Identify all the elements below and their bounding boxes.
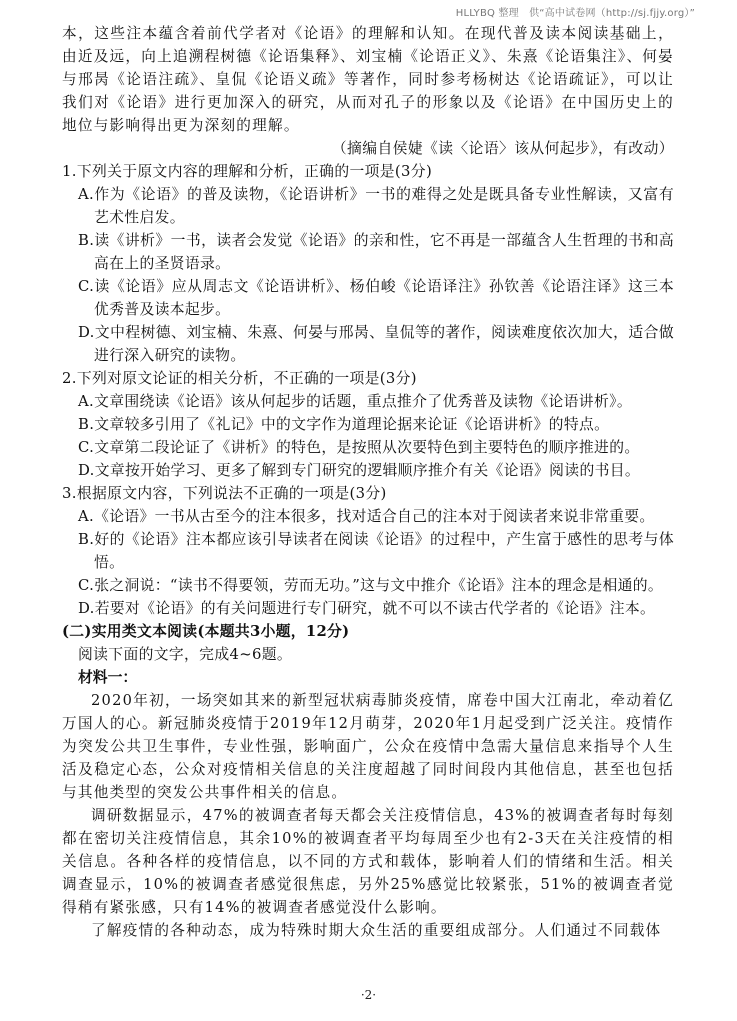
question-stem: 3.根据原文内容，下列说法不正确的一项是(3分) bbox=[62, 485, 387, 502]
option-c: C.张之洞说：“读书不得要领，劳而无功。”这与文中推介《论语》注本的理念是相通的。 bbox=[78, 577, 664, 594]
page-content bbox=[62, 22, 674, 942]
material-paragraph: 了解疫情的各种动态，成为特殊时期大众生活的重要组成部分。人们通过不同载体 bbox=[91, 922, 662, 939]
option-c: C.读《论语》应从周志文《论语讲析》、杨伯峻《论语译注》孙钦善《论语注译》这三本优秀普及读本起步。 bbox=[78, 278, 674, 318]
question-stem: 1.下列关于原文内容的理解和分析，正确的一项是(3分) bbox=[62, 163, 433, 180]
citation: （摘编自侯婕《读〈论语〉该从何起步》，有改动） bbox=[331, 140, 674, 157]
option-a: A.文章围绕读《论语》该从何起步的话题，重点推介了优秀普及读物《论语讲析》。 bbox=[78, 393, 632, 410]
question-stem: 2.下列对原文论证的相关分析，不正确的一项是(3分) bbox=[62, 370, 417, 387]
option-b: B.文章较多引用了《礼记》中的文字作为道理论据来论证《论语讲析》的特点。 bbox=[78, 416, 610, 433]
intro-paragraph: 本，这些注本蕴含着前代学者对《论语》的理解和认知。在现代普及读本阅读基础上，由近及远，向上追溯程树德《论语集释》、刘宝楠《论语正义》、朱熹《论语集注》、何晏与邢昺《论语注疏》、皇侃《论语义疏》等著作，同时参考杨树达《论语疏证》，可以让我们对《论语》进行更加深入的研究，从而对孔子的形象以及《论语》在中国历史上的地位与影响得出更为深刻的理解。 bbox=[62, 25, 674, 134]
section-title: (二)实用类文本阅读(本题共3小题，12分) bbox=[62, 623, 350, 640]
question-1 bbox=[62, 160, 674, 367]
option-b: B.好的《论语》注本都应该引导读者在阅读《论语》的过程中，产生富于感性的思考与体悟。 bbox=[78, 531, 674, 571]
option-c: C.文章第二段论证了《讲析》的特色，是按照从次要特色到主要特色的顺序推进的。 bbox=[78, 439, 640, 456]
question-3 bbox=[62, 482, 674, 620]
option-d: D.若要对《论语》的有关问题进行专门研究，就不可以不读古代学者的《论语》注本。 bbox=[78, 600, 656, 617]
material-label: 材料一： bbox=[78, 669, 138, 686]
material-paragraph: 调研数据显示，47%的被调查者每天都会关注疫情信息，43%的被调查者每时每刻都在密切关注疫情信息，其余10%的被调查者平均每周至少也有2-3天在关注疫情的相关信息。各种各样的疫情信息，以不同的方式和载体，影响着人们的情绪和生活。相关调查显示，10%的被调查者感觉很焦虑，另外25%感觉比较紧张，51%的被调查者觉得稍有紧张感，只有14%的被调查者感觉没什么影响。 bbox=[62, 807, 674, 916]
question-2 bbox=[62, 367, 674, 482]
page-number: ·2· bbox=[360, 988, 377, 1002]
material-paragraph: 2020年初，一场突如其来的新型冠状病毒肺炎疫情，席卷中国大江南北，牵动着亿万国人的心。新冠肺炎疫情于2019年12月萌芽，2020年1月起受到广泛关注。疫情作为突发公共卫生事件，专业性强，影响面广，公众在疫情中急需大量信息来指导个人生活及稳定心态，公众对疫情相关信息的关注度超越了同时间段内其他信息，甚至也包括与其他类型的突发公共事件相关的信息。 bbox=[62, 692, 674, 801]
option-d: D.文中程树德、刘宝楠、朱熹、何晏与邢昺、皇侃等的著作，阅读难度依次加大，适合做进行深入研究的读物。 bbox=[78, 324, 674, 364]
option-d: D.文章按开始学习、更多了解到专门研究的逻辑顺序推介有关《论语》阅读的书目。 bbox=[78, 462, 641, 479]
option-b: B.读《讲析》一书，读者会发觉《论语》的亲和性，它不再是一部蕴含人生哲理的书和高高在上的圣贤语录。 bbox=[78, 232, 674, 272]
section-instruction: 阅读下面的文字，完成4~6题。 bbox=[78, 646, 293, 663]
option-a: A.作为《论语》的普及读物，《论语讲析》一书的难得之处是既具备专业性解读，又富有艺术性启发。 bbox=[78, 186, 674, 226]
option-a: A.《论语》一书从古至今的注本很多，找对适合自己的注本对于阅读者来说非常重要。 bbox=[78, 508, 655, 525]
page-header: HLLYBQ 整理 供“高中试卷网（http://sj.fjjy.org）” bbox=[455, 8, 695, 19]
